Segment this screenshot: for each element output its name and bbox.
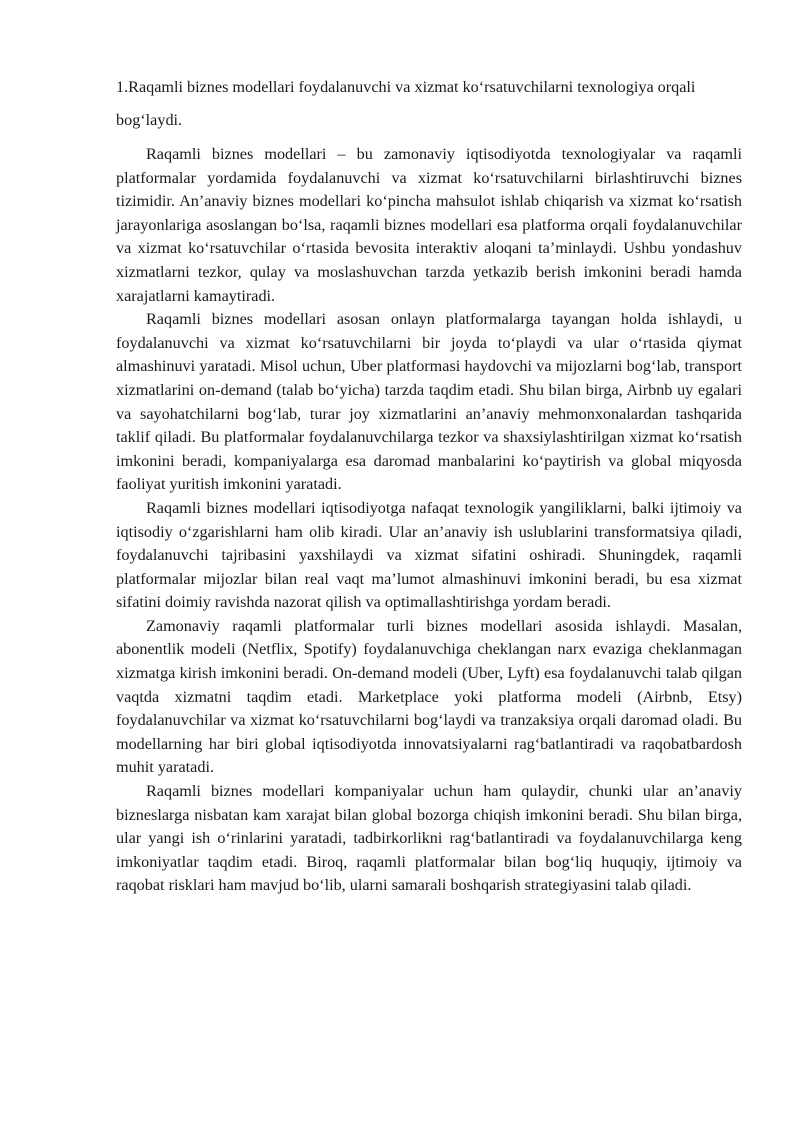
document-body bbox=[116, 71, 742, 898]
section-heading: 1.Raqamli biznes modellari foydalanuvchi va xizmat ko‘rsatuvchilarni texnologiya orqali bog‘laydi. bbox=[116, 78, 696, 129]
paragraph: Raqamli biznes modellari iqtisodiyotga nafaqat texnologik yangiliklarni, balki ijtimoiy va iqtisodiy o‘zgarishlarni ham olib kiradi. Ular an’anaviy ish uslublarini transformatsiya qiladi, foydalanuvchi tajribasini yaxshilaydi va xizmat sifatini oshiradi. Shuningdek, raqamli platformalar mijozlar bilan real vaqt ma’lumot almashinuvi imkonini beradi, bu esa xizmat sifatini doimiy ravishda nazorat qilish va optimallashtirishga yordam beradi. bbox=[116, 498, 742, 612]
paragraph: Raqamli biznes modellari kompaniyalar uchun ham qulaydir, chunki ular an’anaviy bizneslarga nisbatan kam xarajat bilan global bozorga chiqish imkonini beradi. Shu bilan birga, ular yangi ish o‘rinlarini yaratadi, tadbirkorlikni rag‘batlantiradi va foydalanuvchilarga keng imkoniyatlar taqdim etadi. Biroq, raqamli platformalar bilan bog‘liq huquqiy, ijtimoiy va raqobat risklari ham mavjud bo‘lib, ularni samarali boshqarish strategiyasini talab qiladi. bbox=[116, 782, 742, 895]
paragraph: Raqamli biznes modellari – bu zamonaviy iqtisodiyotda texnologiyalar va raqamli platformalar yordamida foydalanuvchi va xizmat ko‘rsatuvchilarni birlashtiruvchi biznes tizimidir. An’anaviy biznes modellari ko‘pincha mahsulot ishlab chiqarish va xizmat ko‘rsatish jarayonlariga asoslangan bo‘lsa, raqamli biznes modellari esa platforma orqali foydalanuvchilar va xizmat ko‘rsatuvchilar o‘rtasida bevosita interaktiv aloqani ta’minlaydi. Ushbu yondashuv xizmatlarni tezkor, qulay va moslashuvchan tarzda yetkazib berish imkonini beradi hamda xarajatlarni kamaytiradi. bbox=[116, 145, 742, 305]
paragraph: Zamonaviy raqamli platformalar turli biznes modellari asosida ishlaydi. Masalan, abonentlik modeli (Netflix, Spotify) foydalanuvchiga cheklangan narx evaziga cheklanmagan xizmatga kirish imkonini beradi. On-demand modeli (Uber, Lyft) esa foydalanuvchi talab qilgan vaqtda xizmatni taqdim etadi. Marketplace yoki platforma modeli (Airbnb, Etsy) foydalanuvchilar va xizmat ko‘rsatuvchilarni bog‘laydi va tranzaksiya orqali daromad oladi. Bu modellarning har biri global iqtisodiyotda innovatsiyalarni rag‘batlantiradi va raqobatbardosh muhit yaratadi. bbox=[116, 616, 742, 777]
paragraph: Raqamli biznes modellari asosan onlayn platformalarga tayangan holda ishlaydi, u foydalanuvchi va xizmat ko‘rsatuvchilarni bir joyda to‘playdi va ular o‘rtasida qiymat almashinuvi yaratadi. Misol uchun, Uber platformasi haydovchi va mijozlarni bog‘lab, transport xizmatlarini on-demand (talab bo‘yicha) tarzda taqdim etadi. Shu bilan birga, Airbnb uy egalari va sayohatchilarni bog‘lab, turar joy xizmatlarini an’anaviy mehmonxonalardan tashqarida taklif qiladi. Bu platformalar foydalanuvchilarga tezkor va shaxsiylashtirilgan xizmat ko‘rsatish imkonini beradi, kompaniyalarga esa daromad manbalarini ko‘paytirish va global miqyosda faoliyat yuritish imkonini yaratadi. bbox=[116, 310, 742, 494]
